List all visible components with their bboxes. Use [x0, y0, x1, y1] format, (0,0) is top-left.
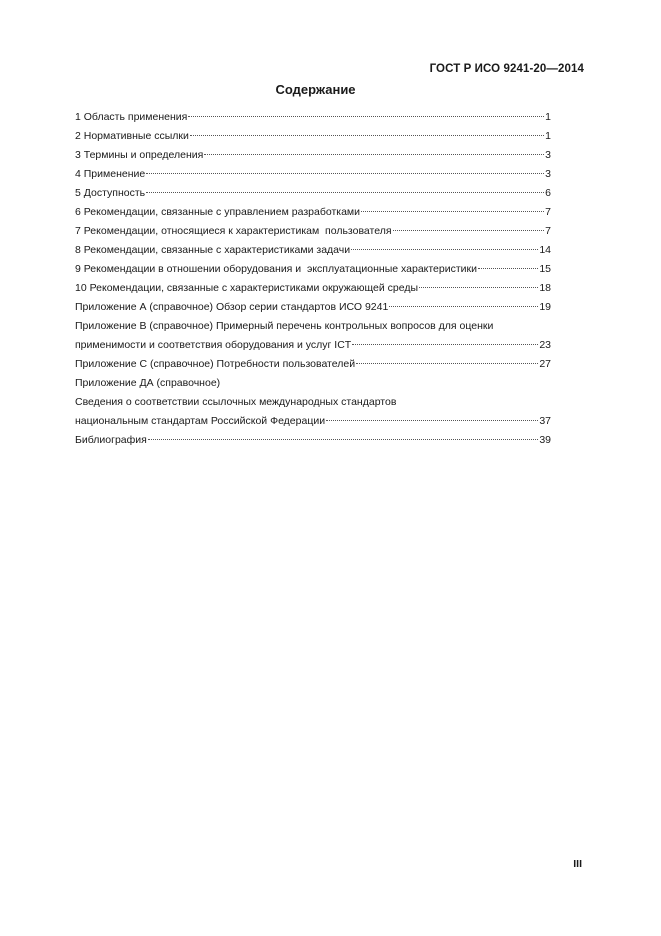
- toc-entry[interactable]: [75, 146, 551, 165]
- toc-entry[interactable]: [75, 393, 551, 412]
- toc-entry-page: 1: [545, 111, 551, 123]
- toc-entry-page: 7: [545, 225, 551, 237]
- toc-entry-page: 27: [539, 358, 551, 370]
- toc-entry-page: 39: [539, 434, 551, 446]
- dot-leader: [351, 249, 538, 250]
- dot-leader: [389, 306, 538, 307]
- toc-entry-label: Приложение ДА (справочное): [75, 377, 221, 389]
- page-number: III: [573, 858, 582, 870]
- toc-entry-label: 1 Область применения: [75, 111, 188, 123]
- dot-leader: [146, 192, 544, 193]
- toc-entry[interactable]: [75, 355, 551, 374]
- toc-entry[interactable]: [75, 374, 551, 393]
- toc-entry-label: Приложение А (справочное) Обзор серии стандартов ИСО 9241: [75, 301, 389, 313]
- toc-entry-page: 1: [545, 130, 551, 142]
- toc-entry-page: 19: [539, 301, 551, 313]
- toc-entry[interactable]: [75, 241, 551, 260]
- dot-leader: [393, 230, 545, 231]
- dot-leader: [419, 287, 538, 288]
- toc-entry-label: 7 Рекомендации, относящиеся к характеристикам пользователя: [75, 225, 392, 237]
- toc-entry-page: 7: [545, 206, 551, 218]
- dot-leader: [356, 363, 538, 364]
- toc-entry-label: Приложение В (справочное) Примерный перечень контрольных вопросов для оценки: [75, 320, 494, 332]
- toc-entry[interactable]: [75, 431, 551, 450]
- dot-leader: [148, 439, 538, 440]
- toc-entry-label: 8 Рекомендации, связанные с характеристиками задачи: [75, 244, 351, 256]
- toc-entry-label: 3 Термины и определения: [75, 149, 204, 161]
- toc-entry[interactable]: [75, 184, 551, 203]
- dot-leader: [352, 344, 538, 345]
- toc-entry[interactable]: [75, 222, 551, 241]
- toc-entry[interactable]: [75, 203, 551, 222]
- toc-entry-label: 5 Доступность: [75, 187, 146, 199]
- toc-entry[interactable]: [75, 165, 551, 184]
- toc-entry-page: 18: [539, 282, 551, 294]
- toc-entry-page: 6: [545, 187, 551, 199]
- toc-title: Содержание: [275, 82, 356, 97]
- toc-entry-label: Сведения о соответствии ссылочных международных стандартов: [75, 396, 397, 408]
- toc-entry-page: 23: [539, 339, 551, 351]
- dot-leader: [361, 211, 544, 212]
- dot-leader: [204, 154, 544, 155]
- toc-entry[interactable]: [75, 336, 551, 355]
- toc-entry-page: 15: [539, 263, 551, 275]
- toc-entry[interactable]: [75, 127, 551, 146]
- toc-entry[interactable]: [75, 317, 551, 336]
- toc-entry-page: 14: [539, 244, 551, 256]
- toc-entry-label: национальным стандартам Российской Федерации: [75, 415, 326, 427]
- dot-leader: [188, 116, 544, 117]
- toc-entry[interactable]: [75, 108, 551, 127]
- toc-entry-page: 3: [545, 168, 551, 180]
- toc-entry-label: 4 Применение: [75, 168, 146, 180]
- toc-entry-label: 2 Нормативные ссылки: [75, 130, 189, 142]
- toc-entry-page: 37: [539, 415, 551, 427]
- dot-leader: [146, 173, 544, 174]
- toc-entry[interactable]: [75, 298, 551, 317]
- toc-entry-label: 10 Рекомендации, связанные с характеристиками окружающей среды: [75, 282, 419, 294]
- document-code: ГОСТ Р ИСО 9241-20—2014: [429, 63, 584, 75]
- toc-entry-label: применимости и соответствия оборудования и услуг ICT: [75, 339, 352, 351]
- toc-entry[interactable]: [75, 412, 551, 431]
- dot-leader: [190, 135, 544, 136]
- dot-leader: [326, 420, 538, 421]
- toc-entry-label: 9 Рекомендации в отношении оборудования и эксплуатационные характеристики: [75, 263, 477, 275]
- toc-entry-label: Библиография: [75, 434, 147, 446]
- toc-entry-label: 6 Рекомендации, связанные с управлением разработками: [75, 206, 361, 218]
- table-of-contents: [75, 108, 551, 450]
- toc-entry[interactable]: [75, 260, 551, 279]
- toc-entry[interactable]: [75, 279, 551, 298]
- dot-leader: [478, 268, 538, 269]
- toc-entry-label: Приложение С (справочное) Потребности пользователей: [75, 358, 356, 370]
- toc-entry-page: 3: [545, 149, 551, 161]
